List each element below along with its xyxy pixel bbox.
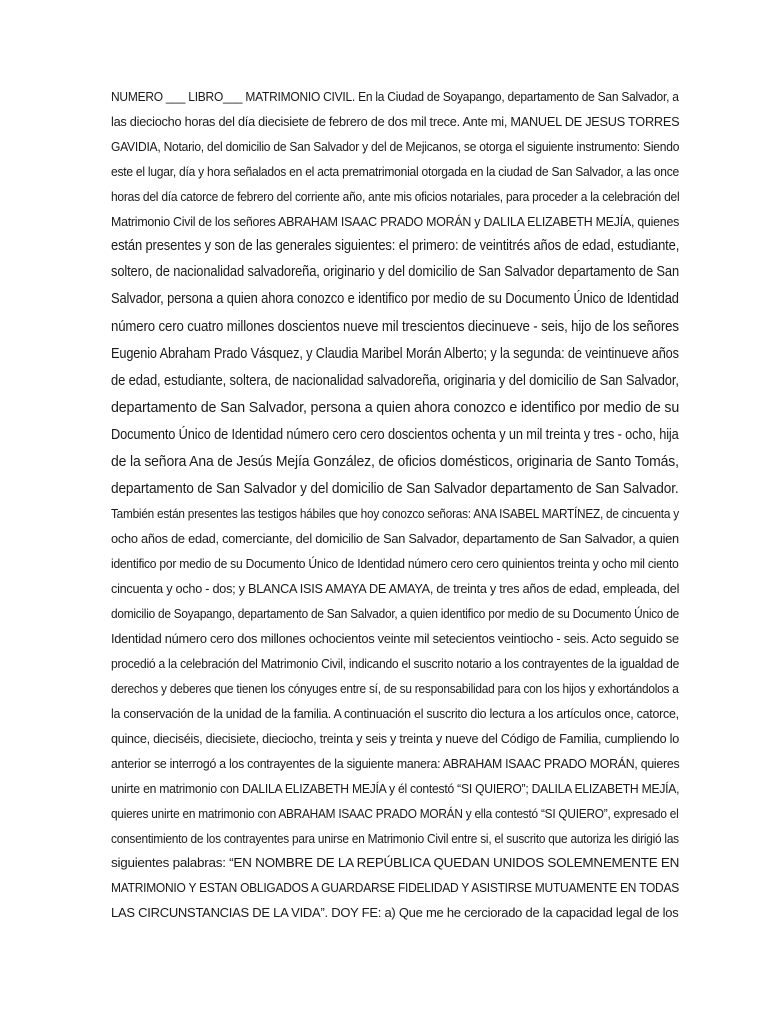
document-line: ocho años de edad, comerciante, del domicilio de San Salvador, departamento de San Salvador, a quien <box>111 532 679 546</box>
document-line: soltero, de nacionalidad salvadoreña, originario y del domicilio de San Salvador departamento de San <box>111 264 679 280</box>
document-line: número cero cuatro millones doscientos nueve mil trescientos diecinueve - seis, hijo de los señores <box>111 319 679 335</box>
document-line: procedió a la celebración del Matrimonio Civil, indicando el suscrito notario a los contrayentes de la igualdad de <box>111 657 680 671</box>
document-line: Matrimonio Civil de los señores ABRAHAM ISAAC PRADO MORÁN y DALILA ELIZABETH MEJÍA, quienes <box>111 215 680 229</box>
document-line: siguientes palabras: “EN NOMBRE DE LA REPÚBLICA QUEDAN UNIDOS SOLEMNEMENTE EN <box>111 856 680 870</box>
document-line: anterior se interrogó a los contrayentes de la siguiente manera: ABRAHAM ISAAC PRADO MORÁN, quieres <box>111 757 680 771</box>
document-line: este el lugar, día y hora señalados en el acta prematrimonial otorgada en la ciudad de San Salvador, a las once <box>111 165 679 179</box>
document-line: Documento Único de Identidad número cero cero doscientos ochenta y un mil treinta y tres - ocho, hija <box>111 427 679 443</box>
document-line: consentimiento de los contrayentes para unirse en Matrimonio Civil entre si, el suscrito que autoriza les dirigió las <box>111 832 679 846</box>
document-line: unirte en matrimonio con DALILA ELIZABETH MEJÍA y él contestó “SI QUIERO”; DALILA ELIZABETH MEJÍA, <box>111 782 680 796</box>
document-line: Eugenio Abraham Prado Vásquez, y Claudia Maribel Morán Alberto; y la segunda: de veintinueve años <box>111 346 679 362</box>
document-line: Identidad número cero dos millones ochocientos veinte mil setecientos veintiocho - seis. Acto seguido se <box>111 632 679 646</box>
document-line: También están presentes las testigos hábiles que hoy conozco señoras: ANA ISABEL MARTÍNEZ, de cincuenta y <box>111 507 679 521</box>
document-line: LAS CIRCUNSTANCIAS DE LA VIDA”. DOY FE: a) Que me he cerciorado de la capacidad legal de los <box>111 906 679 920</box>
document-line: quince, dieciséis, diecisiete, dieciocho, treinta y seis y treinta y nueve del Código de Familia, cumpliendo lo <box>111 732 679 746</box>
document-line: cincuenta y ocho - dos; y BLANCA ISIS AMAYA DE AMAYA, de treinta y tres años de edad, empleada, del <box>111 582 680 596</box>
document-line: domicilio de Soyapango, departamento de San Salvador, a quien identifico por medio de su Documento Único de <box>111 607 680 621</box>
document-line: la conservación de la unidad de la familia. A continuación el suscrito dio lectura a los artículos once, catorce, <box>111 707 679 721</box>
document-line: GAVIDIA, Notario, del domicilio de San Salvador y del de Mejicanos, se otorga el siguiente instrumento: Siendo <box>111 140 680 154</box>
document-line: Salvador, persona a quien ahora conozco e identifico por medio de su Documento Único de Identidad <box>111 291 679 307</box>
document-line: identifico por medio de su Documento Único de Identidad número cero cero quinientos treinta y ocho mil ciento <box>111 557 679 571</box>
document-line: de la señora Ana de Jesús Mejía González, de oficios domésticos, originaria de Santo Tomás, <box>111 454 679 470</box>
document-line: derechos y deberes que tienen los cónyuges entre sí, de su responsabilidad para con los hijos y exhortándolos a <box>111 682 679 696</box>
document-line: horas del día catorce de febrero del corriente año, ante mis oficios notariales, para proceder a la celebración del <box>111 190 680 204</box>
document-line: departamento de San Salvador, persona a quien ahora conozco e identifico por medio de su <box>111 400 680 416</box>
document-line: quieres unirte en matrimonio con ABRAHAM ISAAC PRADO MORÁN y ella contestó “SI QUIERO”, expresado el <box>111 807 679 821</box>
document-line: MATRIMONIO Y ESTAN OBLIGADOS A GUARDARSE FIDELIDAD Y ASISTIRSE MUTUAMENTE EN TODAS <box>111 881 679 895</box>
document-line: de edad, estudiante, soltera, de nacionalidad salvadoreña, originaria y del domicilio de San Salvador, <box>111 373 679 389</box>
document-line: las dieciocho horas del día diecisiete de febrero de dos mil trece. Ante mi, MANUEL DE JESUS TORRES <box>111 115 680 129</box>
document-line: NUMERO ___ LIBRO___ MATRIMONIO CIVIL. En la Ciudad de Soyapango, departamento de San Salvador, a <box>111 90 679 104</box>
document-line: están presentes y son de las generales siguientes: el primero: de veintitrés años de edad, estudiante, <box>111 238 680 254</box>
document-line: departamento de San Salvador y del domicilio de San Salvador departamento de San Salvador. <box>111 481 679 497</box>
